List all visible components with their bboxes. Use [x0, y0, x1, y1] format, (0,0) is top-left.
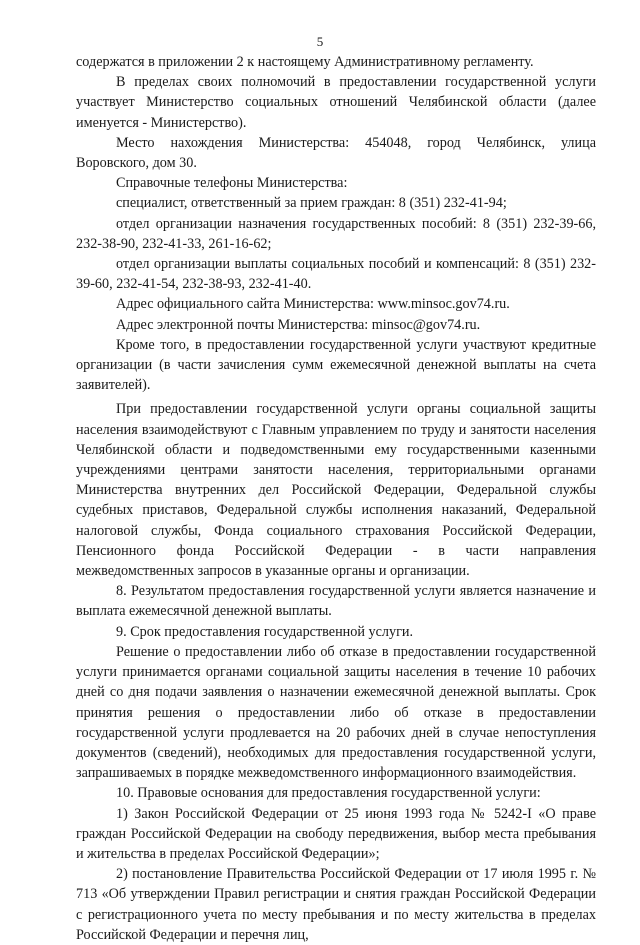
paragraph-item-8-result: 8. Результатом предоставления государственной услуги является назначение и выплата ежемесячной денежной выплаты. — [76, 583, 596, 620]
paragraph-ministry-location: Место нахождения Министерства: 454048, город Челябинск, улица Воровского, дом 30. — [76, 134, 596, 172]
paragraph-interaction: При предоставлении государственной услуги органы социальной защиты населения взаимодействуют с Главным управлением по труду и занятости населения Челябинской области и подведомственными ему государственными казенными учреждениями центрами занятости населения, территориальными органами Министерства внутренних дел Российской Федерации, Федеральной службы судебных приставов, Федеральной службы исполнения наказаний, Федеральной налоговой службы, Фонда социального страхования Российской Федерации, Пенсионного фонда Российской Федерации - в части направления межведомственных запросов в указанные органы и организации. — [76, 401, 596, 580]
paragraph-phone-benefits-dept: отдел организации назначения государственных пособий: 8 (351) 232-39-66, 232-38-90, 232-41-33, 261-16-62; — [76, 215, 596, 252]
paragraph-phones-heading: Справочные телефоны Министерства: — [116, 175, 348, 192]
paragraph-credit-organizations: Кроме того, в предоставлении государственной услуги участвуют кредитные организации (в части зачисления сумм ежемесячной денежной выплаты на счета заявителей). — [76, 336, 596, 394]
paragraph-email: Адрес электронной почты Министерства: minsoc@gov74.ru. — [116, 316, 481, 333]
paragraph-item-10-legal-basis: 10. Правовые основания для предоставления государственной услуги: — [116, 785, 541, 802]
paragraph-law-5242: 1) Закон Российской Федерации от 25 июня 1993 года № 5242-I «О праве граждан Российской Федерации на свободу передвижения, выбор места пребывания и жительства в пределах Российской Федерации»; — [76, 805, 596, 862]
paragraph-item-9-term: 9. Срок предоставления государственной услуги. — [116, 623, 414, 640]
paragraph-website: Адрес официального сайта Министерства: www.minsoc.gov74.ru. — [116, 296, 510, 313]
paragraph-continuation: содержатся в приложении 2 к настоящему Административному регламенту. — [76, 54, 534, 70]
paragraph-phone-payments-dept: отдел организации выплаты социальных пособий и компенсаций: 8 (351) 232-39-60, 232-41-54, 232-38-93, 232-41-40. — [76, 256, 596, 293]
paragraph-phone-specialist: специалист, ответственный за прием граждан: 8 (351) 232-41-94; — [116, 195, 507, 212]
document-body — [76, 52, 596, 945]
paragraph-ministry-participation: В пределах своих полномочий в предоставлении государственной услуги участвует Министерство социальных отношений Челябинской области (далее именуется - Министерство). — [76, 74, 596, 131]
paragraph-decision-term: Решение о предоставлении либо об отказе в предоставлении государственной услуги принимается органами социальной защиты населения в течение 10 рабочих дней со дня подачи заявления о назначении ежемесячной денежной выплаты. Срок принятия решения о предоставлении либо об отказе в предоставлении государственной услуги продлевается на 20 рабочих дней в случае непоступления документов (сведений), необходимых для предоставления государственной услуги, запрашиваемых в порядке межведомственного информационного взаимодействия. — [76, 643, 596, 782]
paragraph-resolution-713: 2) постановление Правительства Российской Федерации от 17 июля 1995 г. № 713 «Об утверждении Правил регистрации и снятия граждан Российской Федерации с регистрационного учета по месту пребывания и по месту жительства в пределах Российской Федерации и перечня лиц, — [76, 866, 596, 943]
page-number: 5 — [316, 34, 324, 49]
